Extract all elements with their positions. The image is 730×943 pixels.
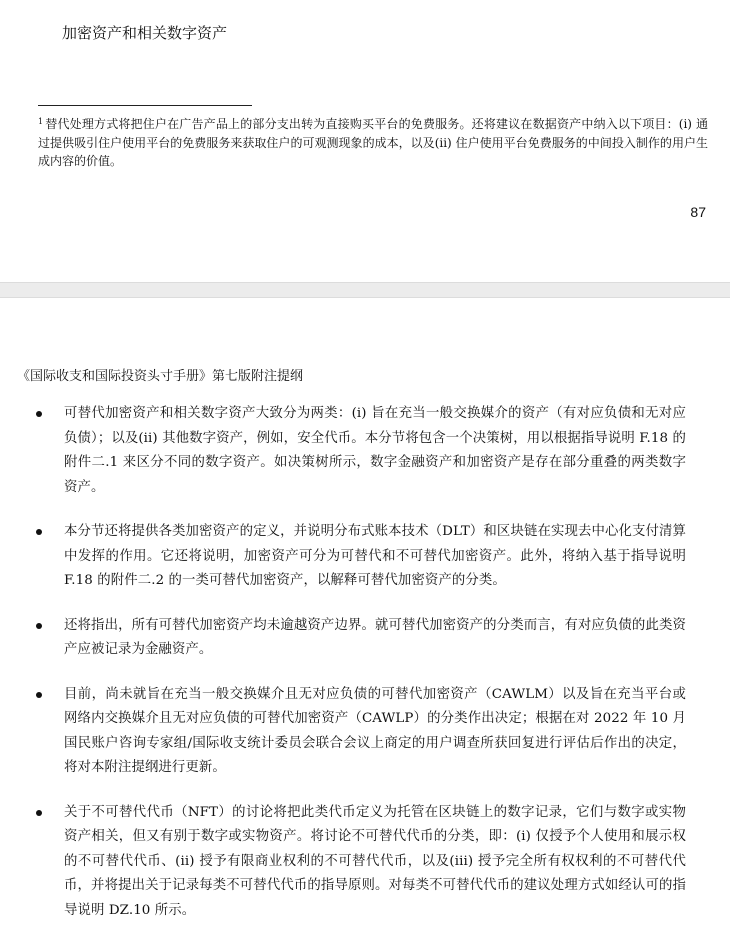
section-title: 加密资产和相关数字资产 [62, 24, 228, 42]
list-item [36, 801, 686, 924]
bullet-text: 关于不可替代代币（NFT）的讨论将把此类代币定义为托管在区块链上的数字记录，它们与数字或实物资产相关，但又有别于数字或实物资产。将讨论不可替代代币的分类，即：(i) 仅授予个人使用和展示权的不可替代代币、(ii) 授予有限商业权利的不可替代代币，以及(iii) 授予完全所有权权利的不可替代代币，并将提出关于记录每类不可替代代币的指导原则。对每类不可替代代币的建议处理方式如经认可的指导说明 DZ.10 所示。 [64, 804, 686, 918]
list-item [36, 520, 686, 594]
footnote-divider [38, 105, 252, 106]
bullet-list [36, 402, 686, 943]
running-header: 《国际收支和国际投资头寸手册》第七版附注提纲 [17, 369, 304, 384]
page-separator [0, 282, 730, 298]
bullet-icon [36, 529, 42, 535]
list-item [36, 614, 686, 663]
bullet-text: 可替代加密资产和相关数字资产大致分为两类：(i) 旨在充当一般交换媒介的资产（有对应负债和无对应负债）；以及(ii) 其他数字资产，例如，安全代币。本分节将包含一个决策树，用以根据指导说明 F.18 的附件二.1 来区分不同的数字资产。如决策树所示，数字金融资产和加密资产是存在部分重叠的两类数字资产。 [64, 406, 686, 495]
bullet-icon [36, 692, 42, 698]
list-item [36, 402, 686, 500]
bullet-text: 本分节还将提供各类加密资产的定义，并说明分布式账本技术（DLT）和区块链在实现去中心化支付清算中发挥的作用。它还将说明，加密资产可分为可替代和不可替代加密资产。此外，将纳入基于指导说明 F.18 的附件二.2 的一类可替代加密资产，以解释可替代加密资产的分类。 [64, 524, 686, 588]
page-number: 87 [690, 204, 706, 220]
bullet-text: 还将指出，所有可替代加密资产均未逾越资产边界。就可替代加密资产的分类而言，有对应负债的此类资产应被记录为金融资产。 [64, 617, 686, 657]
list-item [36, 683, 686, 781]
bullet-icon [36, 411, 42, 417]
footnote-marker: 1 [38, 117, 44, 126]
bullet-text: 目前，尚未就旨在充当一般交换媒介且无对应负债的可替代加密资产（CAWLM）以及旨在充当平台或网络内交换媒介且无对应负债的可替代加密资产（CAWLP）的分类作出决定；根据在对 2022 年 10 月国民账户咨询专家组/国际收支统计委员会联合会议上商定的用户调查所获回复进行评估后作出的决定，将对本附注提纲进行更新。 [64, 686, 686, 775]
current-page [0, 298, 730, 918]
bullet-icon [36, 623, 42, 629]
footnote-text: 替代处理方式将把住户在广告产品上的部分支出转为直接购买平台的免费服务。还将建议在数据资产中纳入以下项目：(i) 通过提供吸引住户使用平台的免费服务来获取住户的可观测现象的成本，以及(ii) 住户使用平台免费服务的中间投入制作的用户生成内容的价值。 [38, 117, 708, 168]
bullet-icon [36, 810, 42, 816]
previous-page [0, 0, 730, 282]
footnote [38, 113, 708, 171]
